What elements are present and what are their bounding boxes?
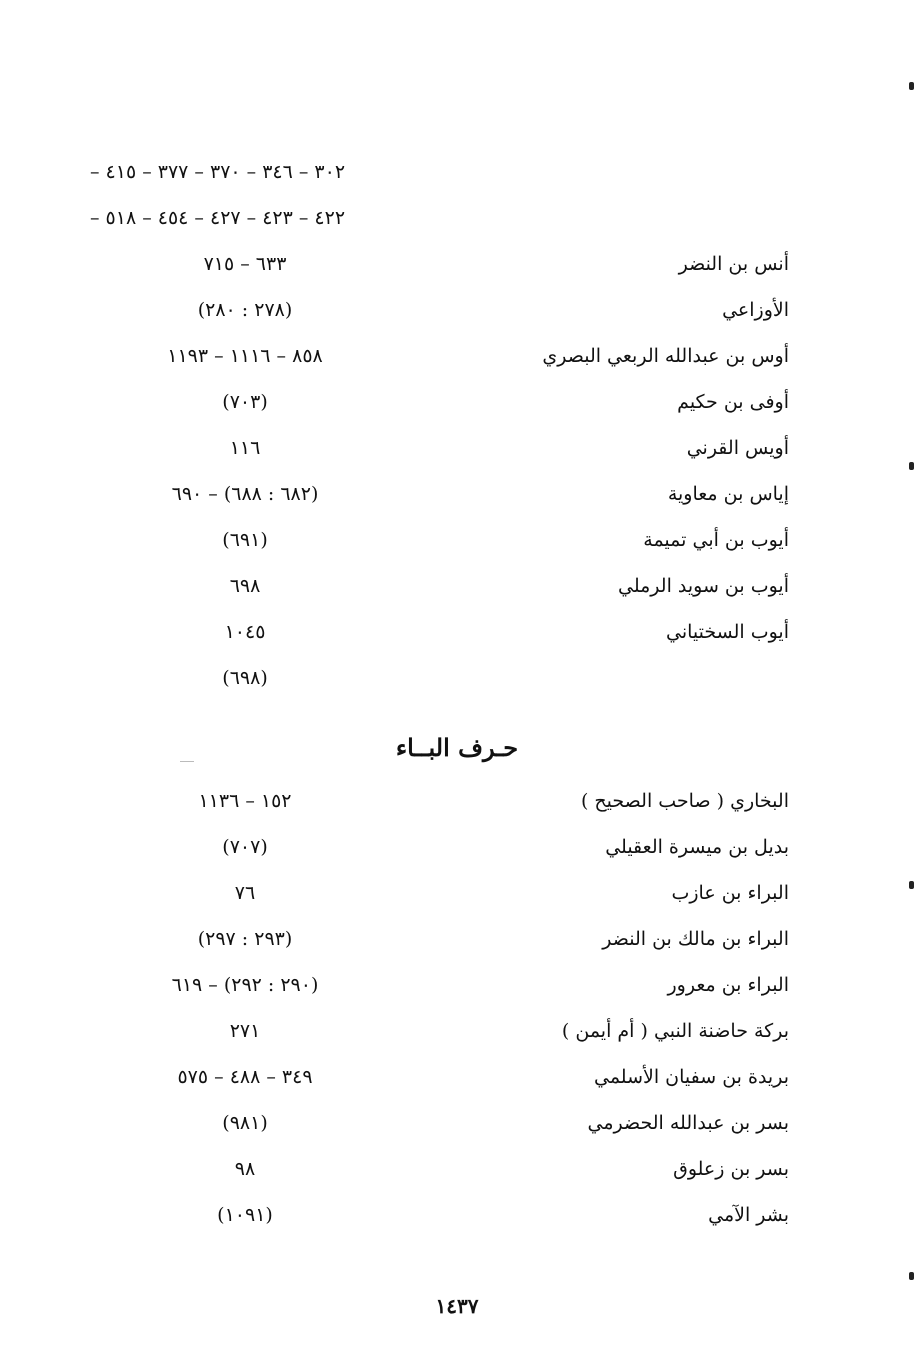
entry-name: أيوب السختياني: [666, 621, 789, 643]
entry-refs: ١٠٤٥: [224, 621, 266, 643]
entry-name: بسر بن زعلوق: [673, 1158, 789, 1180]
entry-refs: (٦٩١): [222, 529, 268, 551]
divider: [180, 761, 194, 762]
entry-refs: (٦٨٢ : ٦٨٨) – ٦٩٠: [171, 483, 319, 505]
entry-refs: (٩٨١): [222, 1112, 268, 1134]
entry-refs: ٢٧١: [229, 1020, 261, 1042]
scan-edge-mark: [909, 881, 914, 889]
entry-name: بسر بن عبدالله الحضرمي: [587, 1112, 789, 1134]
entry-name: أويس القرني: [686, 437, 789, 459]
entry-refs: (٧٠٣): [222, 391, 268, 413]
entry-refs: (٢٩٣ : ٢٩٧): [197, 928, 293, 950]
entry-name: أنس بن النضر: [678, 253, 789, 275]
entry-refs: (١٠٩١): [217, 1204, 273, 1226]
entry-refs: ١١٦: [229, 437, 261, 459]
scan-edge-mark: [909, 462, 914, 470]
entry-name: أيوب بن سويد الرملي: [618, 575, 789, 597]
entry-name: بركة حاضنة النبي ( أم أيمن ): [561, 1020, 789, 1042]
continuation-line-1: ٣٠٢ – ٣٤٦ – ٣٧٠ – ٣٧٧ – ٤١٥ –: [90, 161, 346, 183]
entry-name: أوس بن عبدالله الربعي البصري: [542, 345, 789, 367]
entry-name: أوفى بن حكيم: [677, 391, 789, 413]
section-heading: حـرف البــاء: [395, 733, 519, 762]
entry-refs: ٨٥٨ – ١١١٦ – ١١٩٣: [167, 345, 323, 367]
entry-name: إياس بن معاوية: [667, 483, 789, 505]
entry-refs: ٧٦: [234, 882, 256, 904]
entry-name: البراء بن معرور: [667, 974, 789, 996]
scan-edge-mark: [909, 82, 914, 90]
entry-name: البراء بن عازب: [671, 882, 789, 904]
entry-name: أيوب بن أبي تميمة: [643, 529, 789, 551]
entry-name: بريدة بن سفيان الأسلمي: [593, 1066, 789, 1088]
entry-name: بديل بن ميسرة العقيلي: [605, 836, 789, 858]
entry-refs: ٣٤٩ – ٤٨٨ – ٥٧٥: [177, 1066, 313, 1088]
entry-name: البراء بن مالك بن النضر: [602, 928, 789, 950]
entry-refs: (٦٩٨): [222, 667, 268, 689]
page-number: ١٤٣٧: [435, 1294, 479, 1318]
entry-refs: ١٥٢ – ١١٣٦: [198, 790, 292, 812]
scan-edge-mark: [909, 1272, 914, 1280]
entry-refs: ٦٣٣ – ٧١٥: [203, 253, 287, 275]
entry-refs: (٧٠٧): [222, 836, 268, 858]
entry-refs: ٩٨: [234, 1158, 256, 1180]
continuation-line-2: ٤٢٢ – ٤٢٣ – ٤٢٧ – ٤٥٤ – ٥١٨ –: [90, 207, 346, 229]
entry-refs: ٦٩٨: [229, 575, 261, 597]
entry-name: الأوزاعي: [722, 299, 789, 321]
entry-refs: (٢٩٠ : ٢٩٢) – ٦١٩: [171, 974, 319, 996]
entry-name: البخاري ( صاحب الصحيح ): [580, 790, 789, 812]
entry-name: بشر الآمي: [708, 1204, 789, 1226]
entry-refs: (٢٧٨ : ٢٨٠): [197, 299, 293, 321]
